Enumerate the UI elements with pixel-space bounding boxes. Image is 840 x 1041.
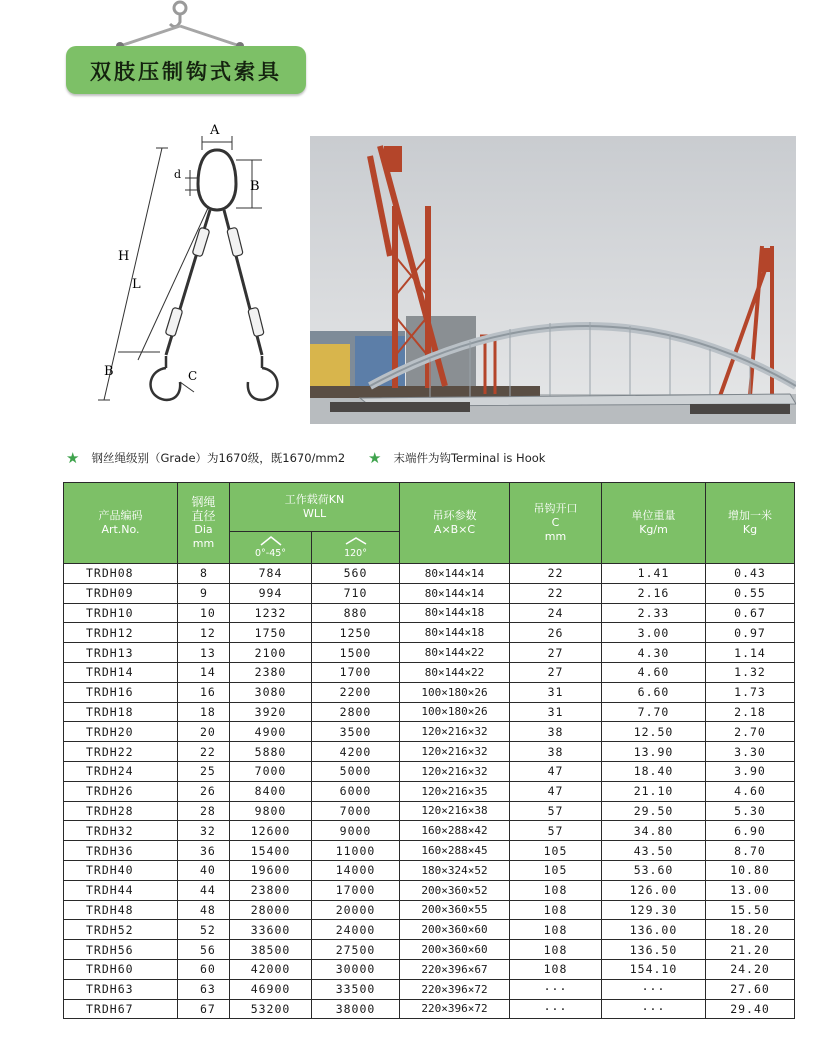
cell-wll-120: 11000 (312, 841, 400, 861)
cell-wll-120: 24000 (312, 920, 400, 940)
cell-art-no: TRDH09 (64, 583, 178, 603)
table-row (64, 880, 795, 900)
cell-unit-weight: 1.41 (602, 564, 706, 584)
header-dia-en: Dia (194, 523, 213, 536)
cell-extra-meter: 21.20 (706, 940, 795, 960)
cell-art-no: TRDH60 (64, 959, 178, 979)
header-extra-unit: Kg (742, 523, 758, 536)
table-row (64, 564, 795, 584)
cell-art-no: TRDH56 (64, 940, 178, 960)
cell-art-no: TRDH40 (64, 860, 178, 880)
cell-wll-0-45: 42000 (230, 959, 312, 979)
dim-label-d: d (174, 168, 182, 181)
cell-wll-0-45: 12600 (230, 821, 312, 841)
cell-extra-meter: 15.50 (706, 900, 795, 920)
header-wll (230, 483, 400, 532)
cell-hook-opening: 22 (510, 564, 602, 584)
cell-extra-meter: 1.73 (706, 682, 795, 702)
header-hook-unit: mm (544, 530, 567, 543)
cell-extra-meter: 0.67 (706, 603, 795, 623)
dim-label-l: L (132, 277, 141, 292)
cell-art-no: TRDH22 (64, 742, 178, 762)
cell-dia: 20 (178, 722, 230, 742)
cell-art-no: TRDH32 (64, 821, 178, 841)
cell-extra-meter: 6.90 (706, 821, 795, 841)
title-banner (66, 46, 306, 94)
cell-art-no: TRDH13 (64, 643, 178, 663)
cell-hook-opening: 105 (510, 860, 602, 880)
cell-wll-0-45: 23800 (230, 880, 312, 900)
cell-unit-weight: 29.50 (602, 801, 706, 821)
cell-ring: 200×360×55 (400, 900, 510, 920)
cell-ring: 200×360×60 (400, 940, 510, 960)
table-row (64, 860, 795, 880)
cell-hook-opening: 31 (510, 682, 602, 702)
table-row (64, 801, 795, 821)
cell-ring: 120×216×32 (400, 742, 510, 762)
cell-unit-weight: 21.10 (602, 781, 706, 801)
cell-dia: 32 (178, 821, 230, 841)
dim-label-b-top: B (250, 179, 260, 194)
cell-ring: 180×324×52 (400, 860, 510, 880)
dim-label-c: C (188, 369, 198, 383)
cell-dia: 10 (178, 603, 230, 623)
header-ring-cn: 吊环参数 (432, 509, 477, 522)
table-row (64, 583, 795, 603)
cell-unit-weight: 53.60 (602, 860, 706, 880)
cell-hook-opening: 26 (510, 623, 602, 643)
table-row (64, 900, 795, 920)
cell-dia: 26 (178, 781, 230, 801)
cell-ring: 80×144×22 (400, 662, 510, 682)
cell-hook-opening: 47 (510, 781, 602, 801)
cell-wll-120: 6000 (312, 781, 400, 801)
header-art-no (64, 483, 178, 564)
cell-wll-120: 4200 (312, 742, 400, 762)
cell-unit-weight: ··· (602, 979, 706, 999)
cell-art-no: TRDH26 (64, 781, 178, 801)
cell-wll-0-45: 1750 (230, 623, 312, 643)
cell-art-no: TRDH14 (64, 662, 178, 682)
cell-wll-120: 20000 (312, 900, 400, 920)
cell-unit-weight: 12.50 (602, 722, 706, 742)
cell-hook-opening: 108 (510, 959, 602, 979)
cell-ring: 220×396×72 (400, 979, 510, 999)
angle-0-45-icon (259, 536, 283, 546)
cell-wll-120: 3500 (312, 722, 400, 742)
cell-ring: 200×360×52 (400, 880, 510, 900)
table-row (64, 623, 795, 643)
cell-unit-weight: 34.80 (602, 821, 706, 841)
table-row (64, 742, 795, 762)
cell-ring: 100×180×26 (400, 682, 510, 702)
cell-unit-weight: 154.10 (602, 959, 706, 979)
cell-wll-120: 7000 (312, 801, 400, 821)
header-hook-en: C (551, 516, 560, 529)
cell-wll-0-45: 2100 (230, 643, 312, 663)
cell-extra-meter: 13.00 (706, 880, 795, 900)
cell-ring: 80×144×14 (400, 583, 510, 603)
cell-wll-120: 17000 (312, 880, 400, 900)
cell-unit-weight: 136.00 (602, 920, 706, 940)
cell-ring: 160×288×42 (400, 821, 510, 841)
cell-wll-0-45: 15400 (230, 841, 312, 861)
cell-dia: 22 (178, 742, 230, 762)
header-angle2-label: 120° (344, 548, 367, 559)
cell-extra-meter: 1.14 (706, 643, 795, 663)
table-row (64, 999, 795, 1019)
page-title: 双肢压制钩式索具 (90, 60, 282, 84)
cell-dia: 9 (178, 583, 230, 603)
table-row (64, 920, 795, 940)
cell-extra-meter: 2.70 (706, 722, 795, 742)
cell-unit-weight: 136.50 (602, 940, 706, 960)
cell-dia: 48 (178, 900, 230, 920)
star-icon: ★ (368, 449, 382, 467)
cell-ring: 100×180×26 (400, 702, 510, 722)
header-weight-cn: 单位重量 (631, 509, 676, 522)
cell-wll-120: 5000 (312, 761, 400, 781)
cell-unit-weight: 43.50 (602, 841, 706, 861)
spec-table (63, 482, 795, 1019)
table-row (64, 702, 795, 722)
header-ring (400, 483, 510, 564)
table-row (64, 603, 795, 623)
cell-unit-weight: 18.40 (602, 761, 706, 781)
cell-ring: 120×216×35 (400, 781, 510, 801)
cell-extra-meter: 18.20 (706, 920, 795, 940)
cell-wll-120: 2800 (312, 702, 400, 722)
cell-ring: 80×144×22 (400, 643, 510, 663)
cell-extra-meter: 27.60 (706, 979, 795, 999)
cell-art-no: TRDH08 (64, 564, 178, 584)
cell-wll-120: 38000 (312, 999, 400, 1019)
cell-wll-120: 9000 (312, 821, 400, 841)
cell-wll-0-45: 7000 (230, 761, 312, 781)
cell-hook-opening: 108 (510, 880, 602, 900)
header-angle-120 (312, 532, 400, 564)
cell-extra-meter: 0.97 (706, 623, 795, 643)
cell-hook-opening: ··· (510, 999, 602, 1019)
cell-hook-opening: 105 (510, 841, 602, 861)
cell-wll-120: 710 (312, 583, 400, 603)
header-unit-weight (602, 483, 706, 564)
header-extra-cn: 增加一米 (728, 509, 773, 522)
cell-hook-opening: 108 (510, 920, 602, 940)
cell-extra-meter: 1.32 (706, 662, 795, 682)
cell-wll-120: 1250 (312, 623, 400, 643)
cell-extra-meter: 3.30 (706, 742, 795, 762)
note-terminal-text: 末端件为钩Terminal is Hook (393, 451, 546, 465)
cell-hook-opening: 108 (510, 900, 602, 920)
header-dia-unit: mm (192, 537, 215, 550)
cell-wll-0-45: 784 (230, 564, 312, 584)
cell-ring: 220×396×67 (400, 959, 510, 979)
cell-wll-120: 1700 (312, 662, 400, 682)
cell-unit-weight: 2.33 (602, 603, 706, 623)
cell-wll-0-45: 3920 (230, 702, 312, 722)
header-wll-en: WLL (302, 507, 327, 520)
star-icon: ★ (66, 449, 80, 467)
header-wll-cn: 工作载荷KN (284, 493, 345, 506)
cell-wll-0-45: 1232 (230, 603, 312, 623)
angle-120-icon (344, 536, 368, 546)
cell-unit-weight: 3.00 (602, 623, 706, 643)
cell-extra-meter: 4.60 (706, 781, 795, 801)
cell-dia: 52 (178, 920, 230, 940)
header-weight-unit: Kg/m (639, 523, 668, 536)
cell-hook-opening: 57 (510, 821, 602, 841)
header-diameter (178, 483, 230, 564)
cell-unit-weight: 4.30 (602, 643, 706, 663)
cell-wll-120: 560 (312, 564, 400, 584)
cell-dia: 67 (178, 999, 230, 1019)
cell-dia: 16 (178, 682, 230, 702)
cell-dia: 28 (178, 801, 230, 821)
header-angle1-label: 0°-45° (254, 548, 287, 559)
header-dia-cn: 钢绳直径 (191, 495, 216, 523)
header-angle-0-45 (230, 532, 312, 564)
cell-unit-weight: 129.30 (602, 900, 706, 920)
cell-dia: 18 (178, 702, 230, 722)
cell-art-no: TRDH16 (64, 682, 178, 702)
cell-art-no: TRDH44 (64, 880, 178, 900)
cell-unit-weight: 13.90 (602, 742, 706, 762)
table-row (64, 643, 795, 663)
cell-unit-weight: 2.16 (602, 583, 706, 603)
cell-wll-0-45: 46900 (230, 979, 312, 999)
note-grade (66, 449, 345, 467)
cell-wll-120: 33500 (312, 979, 400, 999)
cell-art-no: TRDH12 (64, 623, 178, 643)
cell-extra-meter: 3.90 (706, 761, 795, 781)
cell-dia: 44 (178, 880, 230, 900)
table-row (64, 682, 795, 702)
cell-wll-120: 14000 (312, 860, 400, 880)
table-row (64, 722, 795, 742)
cell-hook-opening: 38 (510, 722, 602, 742)
header-hook-opening (510, 483, 602, 564)
table-row (64, 761, 795, 781)
cell-wll-0-45: 19600 (230, 860, 312, 880)
dim-label-b-bottom: B (104, 364, 114, 379)
cell-extra-meter: 29.40 (706, 999, 795, 1019)
cell-wll-0-45: 3080 (230, 682, 312, 702)
cell-wll-0-45: 994 (230, 583, 312, 603)
header-art-cn: 产品编码 (98, 509, 143, 522)
cell-wll-120: 30000 (312, 959, 400, 979)
cell-hook-opening: 27 (510, 662, 602, 682)
cell-wll-0-45: 9800 (230, 801, 312, 821)
cell-hook-opening: 31 (510, 702, 602, 722)
cell-dia: 56 (178, 940, 230, 960)
cell-art-no: TRDH52 (64, 920, 178, 940)
cell-extra-meter: 0.55 (706, 583, 795, 603)
cell-art-no: TRDH10 (64, 603, 178, 623)
cell-extra-meter: 2.18 (706, 702, 795, 722)
cell-ring: 80×144×18 (400, 623, 510, 643)
cell-wll-120: 27500 (312, 940, 400, 960)
cell-art-no: TRDH63 (64, 979, 178, 999)
cell-dia: 14 (178, 662, 230, 682)
cell-unit-weight: 126.00 (602, 880, 706, 900)
cell-wll-0-45: 53200 (230, 999, 312, 1019)
table-row (64, 940, 795, 960)
cell-hook-opening: 47 (510, 761, 602, 781)
cell-ring: 160×288×45 (400, 841, 510, 861)
cell-ring: 80×144×14 (400, 564, 510, 584)
sling-diagram (90, 120, 290, 420)
note-terminal (368, 449, 545, 467)
header-ring-en: A×B×C (433, 523, 476, 536)
cell-ring: 80×144×18 (400, 603, 510, 623)
cell-art-no: TRDH28 (64, 801, 178, 821)
cell-extra-meter: 0.43 (706, 564, 795, 584)
cell-ring: 120×216×32 (400, 761, 510, 781)
cell-art-no: TRDH36 (64, 841, 178, 861)
crane-bridge-photo (310, 136, 796, 424)
cell-hook-opening: 38 (510, 742, 602, 762)
cell-dia: 25 (178, 761, 230, 781)
note-grade-text: 钢丝绳级别（Grade）为1670级，既1670/mm2 (91, 451, 346, 465)
table-row (64, 979, 795, 999)
table-row (64, 959, 795, 979)
cell-unit-weight: 6.60 (602, 682, 706, 702)
cell-dia: 60 (178, 959, 230, 979)
cell-ring: 120×216×38 (400, 801, 510, 821)
cell-art-no: TRDH18 (64, 702, 178, 722)
cell-wll-120: 2200 (312, 682, 400, 702)
cell-art-no: TRDH24 (64, 761, 178, 781)
dim-label-h: H (118, 249, 130, 264)
cell-extra-meter: 5.30 (706, 801, 795, 821)
cell-extra-meter: 24.20 (706, 959, 795, 979)
table-row (64, 662, 795, 682)
header-art-en: Art.No. (101, 523, 140, 536)
cell-hook-opening: 57 (510, 801, 602, 821)
cell-art-no: TRDH48 (64, 900, 178, 920)
cell-wll-0-45: 4900 (230, 722, 312, 742)
cell-art-no: TRDH67 (64, 999, 178, 1019)
cell-wll-0-45: 8400 (230, 781, 312, 801)
dim-label-a: A (210, 123, 220, 138)
cell-art-no: TRDH20 (64, 722, 178, 742)
header-extra-meter (706, 483, 795, 564)
cell-dia: 63 (178, 979, 230, 999)
cell-wll-0-45: 38500 (230, 940, 312, 960)
cell-wll-120: 880 (312, 603, 400, 623)
cell-hook-opening: 24 (510, 603, 602, 623)
cell-dia: 12 (178, 623, 230, 643)
table-row (64, 841, 795, 861)
cell-extra-meter: 8.70 (706, 841, 795, 861)
cell-ring: 200×360×60 (400, 920, 510, 940)
cell-wll-0-45: 33600 (230, 920, 312, 940)
cell-wll-0-45: 28000 (230, 900, 312, 920)
cell-hook-opening: 27 (510, 643, 602, 663)
cell-wll-0-45: 2380 (230, 662, 312, 682)
table-row (64, 781, 795, 801)
table-row (64, 821, 795, 841)
cell-dia: 13 (178, 643, 230, 663)
header-hook-cn: 吊钩开口 (533, 502, 578, 515)
cell-unit-weight: 4.60 (602, 662, 706, 682)
cell-hook-opening: 108 (510, 940, 602, 960)
cell-hook-opening: 22 (510, 583, 602, 603)
cell-unit-weight: 7.70 (602, 702, 706, 722)
cell-wll-120: 1500 (312, 643, 400, 663)
cell-wll-0-45: 5880 (230, 742, 312, 762)
cell-hook-opening: ··· (510, 979, 602, 999)
cell-unit-weight: ··· (602, 999, 706, 1019)
cell-dia: 36 (178, 841, 230, 861)
cell-extra-meter: 10.80 (706, 860, 795, 880)
cell-ring: 120×216×32 (400, 722, 510, 742)
cell-ring: 220×396×72 (400, 999, 510, 1019)
cell-dia: 40 (178, 860, 230, 880)
cell-dia: 8 (178, 564, 230, 584)
